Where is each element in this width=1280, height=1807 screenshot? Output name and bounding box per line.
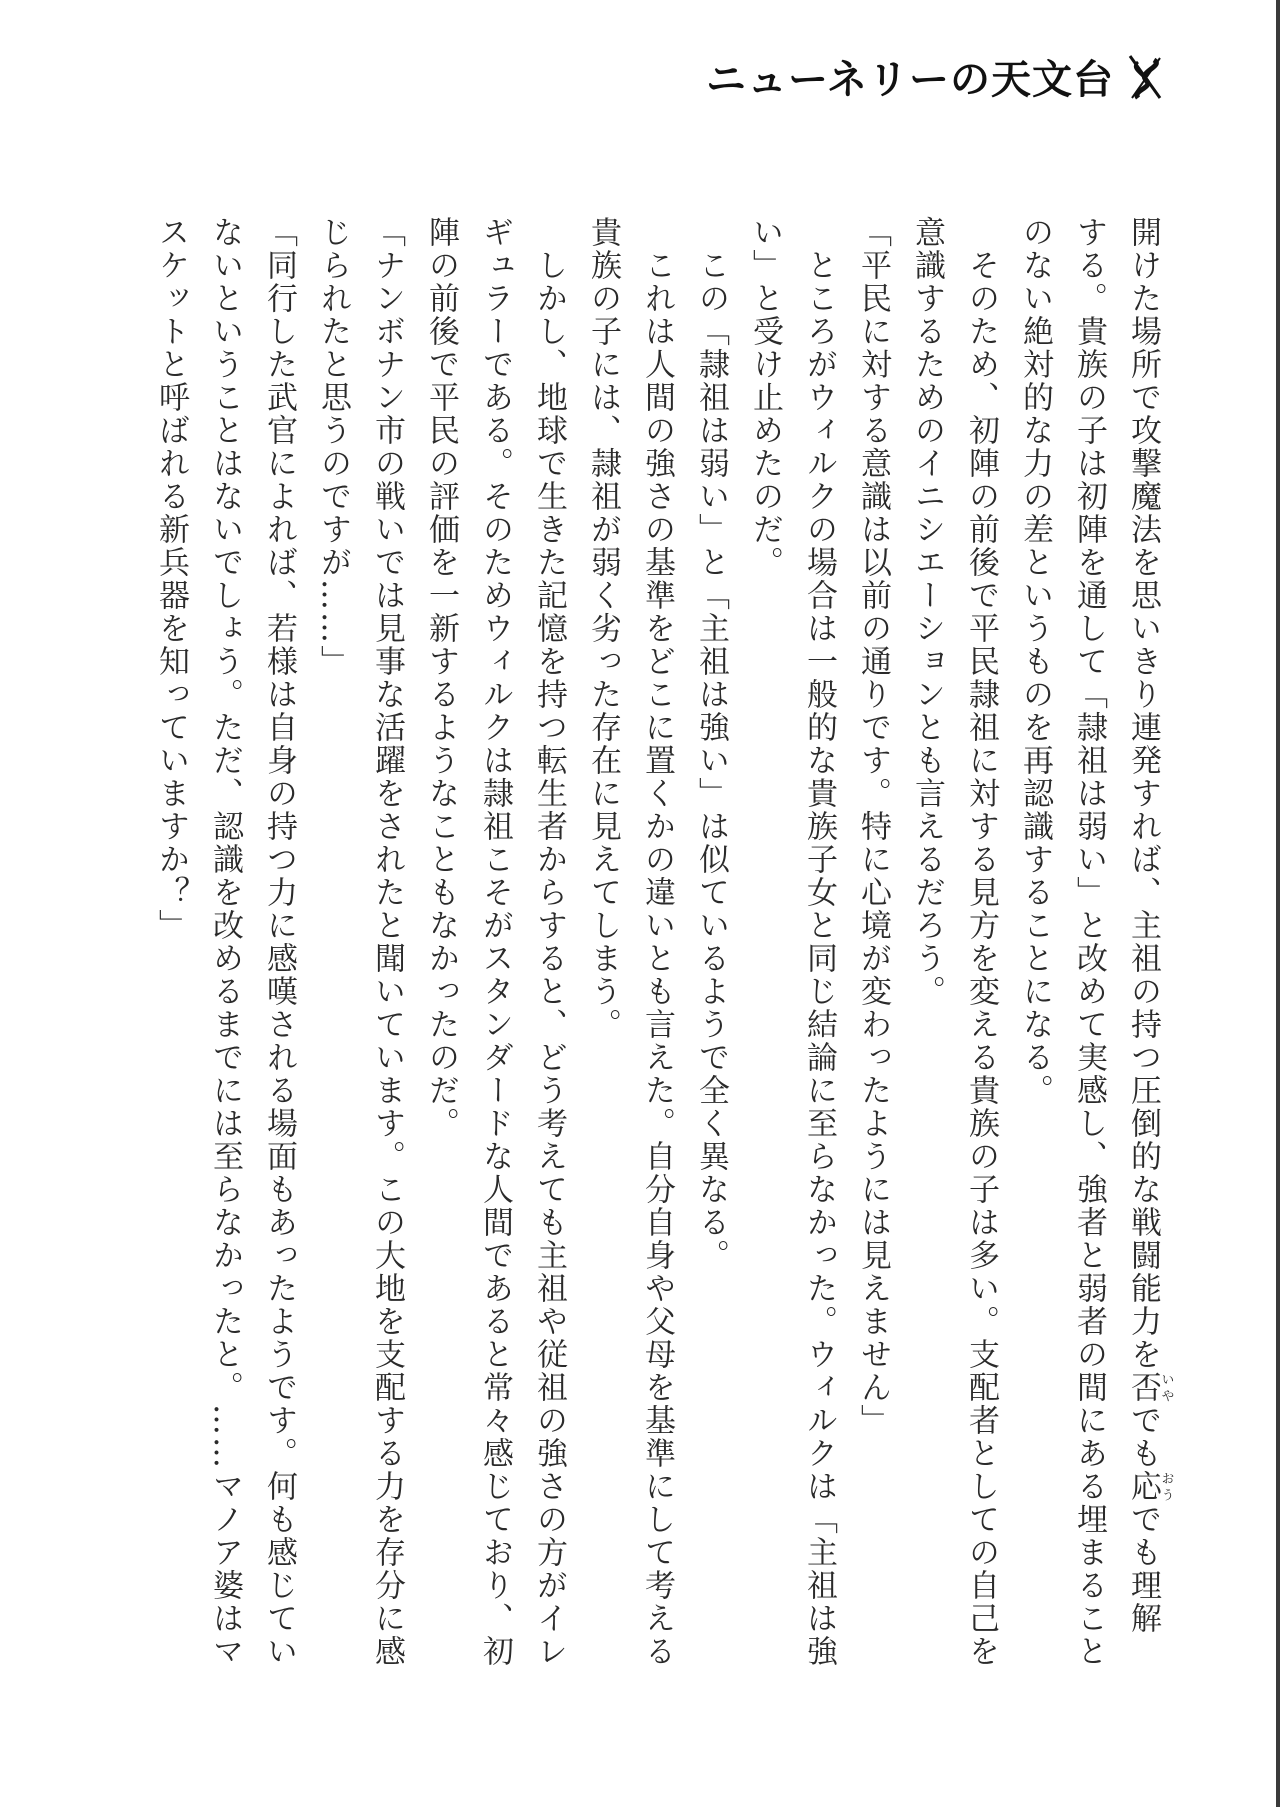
text-column	[1116, 216, 1173, 1676]
text-column: ないということはないでしょう。ただ、認識を改めるまでには至らなかったと。……マノア婆はマ	[207, 216, 243, 1668]
text-column: スケットと呼ばれる新兵器を知っていますか？」	[153, 216, 189, 942]
ruby-text	[1125, 1371, 1174, 1404]
text-column: ギュラーである。そのためウィルクは隷祖こそがスタンダードな人間であると常々感じており、初	[477, 216, 513, 1668]
page-edge-scrollbar	[1276, 0, 1280, 1807]
ruby-base: 否	[1125, 1371, 1161, 1404]
text-column: 貴族の子には、隷祖が弱く劣った存在に見えてしまう。	[585, 216, 621, 1041]
text-column: この「隷祖は弱い」と「主祖は強い」は似ているようで全く異なる。	[693, 216, 729, 1272]
text-segment: でも理解	[1125, 1503, 1161, 1635]
vertical-body-text	[144, 216, 1173, 1676]
text-column: 陣の前後で平民の評価を一新するようなこともなかったのだ。	[423, 216, 459, 1140]
text-column: じられたと思うのですが……」	[315, 216, 351, 678]
emblem-icon	[1124, 52, 1168, 102]
text-column: 「平民に対する意識は以前の通りです。特に心境が変わったようには見えません」	[855, 216, 891, 1437]
ruby-text	[1125, 1470, 1174, 1503]
text-column: そのため、初陣の前後で平民隷祖に対する見方を変える貴族の子は多い。支配者としての自己を	[963, 216, 999, 1668]
text-column: する。貴族の子は初陣を通して「隷祖は弱い」と改めて実感し、強者と弱者の間にある埋まること	[1071, 216, 1107, 1668]
text-column: しかし、地球で生きた記憶を持つ転生者からすると、どう考えても主祖や従祖の強さの方がイレ	[531, 216, 567, 1668]
ruby-reading: おう	[1158, 1470, 1174, 1503]
text-segment: 開けた場所で攻撃魔法を思いきり連発すれば、主祖の持つ圧倒的な戦闘能力を	[1125, 216, 1161, 1371]
text-column: 「ナンボナン市の戦いでは見事な活躍をされたと聞いています。この大地を支配する力を存分に感	[369, 216, 405, 1668]
book-title: ニューネリーの天文台	[706, 56, 1114, 103]
text-column: これは人間の強さの基準をどこに置くかの違いとも言えた。自分自身や父母を基準にして考える	[639, 216, 675, 1668]
text-column: のない絶対的な力の差というものを再認識することになる。	[1017, 216, 1053, 1107]
text-column: ところがウィルクの場合は一般的な貴族子女と同じ結論に至らなかった。ウィルクは「主祖は強	[801, 216, 837, 1668]
text-column: 意識するためのイニシエーションとも言えるだろう。	[909, 216, 945, 1008]
text-column: 「同行した武官によれば、若様は自身の持つ力に感嘆される場面もあったようです。何も感じてい	[261, 216, 297, 1668]
ruby-reading: いや	[1158, 1371, 1174, 1404]
running-header	[706, 48, 1168, 105]
text-column: い」と受け止めたのだ。	[747, 216, 783, 579]
ruby-base: 応	[1125, 1470, 1161, 1503]
text-segment: でも	[1125, 1404, 1161, 1470]
